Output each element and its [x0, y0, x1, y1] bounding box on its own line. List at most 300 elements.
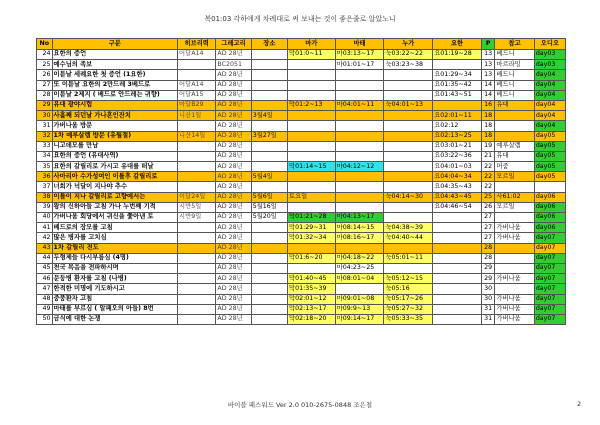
- table-row: [37, 263, 566, 273]
- cell-john: 요02:13~25: [433, 131, 482, 141]
- column-header-p: P: [481, 39, 494, 50]
- cell-place: [251, 263, 287, 273]
- cell-luke: [384, 172, 433, 182]
- table-row: [37, 233, 566, 243]
- cell-john: [433, 233, 482, 243]
- cell-category: 두형제들 다시부름심 (4명): [52, 253, 178, 263]
- cell-audio: day04: [534, 70, 565, 80]
- cell-mark: [287, 243, 335, 253]
- cell-hebrew: [178, 223, 216, 233]
- cell-category: 이틀이 지나 갈릴리로 고향에서는: [52, 192, 178, 202]
- cell-no: 33: [37, 141, 53, 151]
- cell-category: 이튿날 세례요한 첫 증언 (1요한): [52, 70, 178, 80]
- cell-audio: day05: [534, 141, 565, 151]
- cell-p: 14: [481, 80, 494, 90]
- cell-place: [251, 253, 287, 263]
- cell-no: 35: [37, 162, 53, 172]
- cell-hebrew: 이달24일: [178, 192, 216, 202]
- cell-audio: day06: [534, 223, 565, 233]
- cell-reference: [495, 121, 534, 131]
- cell-category: 이튿날 2제지 ( 베드로 안드레는 귀향): [52, 90, 178, 100]
- cell-reference: 가버나움: [495, 294, 534, 304]
- cell-category: 너희가 넉달이 지나야 추수: [52, 182, 178, 192]
- cell-luke: 눅04:14~30: [384, 192, 433, 202]
- cell-mark: [287, 60, 335, 70]
- cell-place: [251, 141, 287, 151]
- cell-gregorian: AD 28년: [216, 131, 251, 141]
- cell-category: 한적한 미명에 기도하시고: [52, 284, 178, 294]
- cell-gregorian: AD 28년: [216, 192, 251, 202]
- cell-john: 요01:19~28: [433, 50, 482, 60]
- cell-hebrew: [178, 253, 216, 263]
- cell-gregorian: AD 28년: [216, 223, 251, 233]
- table-row: [37, 121, 566, 131]
- cell-place: [251, 121, 287, 131]
- cell-audio: day03: [534, 60, 565, 70]
- cell-p: 27: [481, 223, 494, 233]
- cell-category: 많은 병자를 고치심: [52, 233, 178, 243]
- cell-hebrew: 니산1일: [178, 111, 216, 121]
- cell-category: 가버나움 방문: [52, 121, 178, 131]
- table-row: [37, 50, 566, 60]
- cell-no: 30: [37, 111, 53, 121]
- cell-p: 27: [481, 233, 494, 243]
- cell-reference: [495, 243, 534, 253]
- cell-john: [433, 60, 482, 70]
- cell-p: 22: [481, 182, 494, 192]
- table-row: [37, 243, 566, 253]
- cell-no: 50: [37, 314, 53, 324]
- cell-john: 요02:01~11: [433, 111, 482, 121]
- cell-p: 13: [481, 50, 494, 60]
- cell-matthew: [335, 151, 384, 161]
- column-header-reference: 참고: [495, 39, 534, 50]
- cell-reference: [495, 253, 534, 263]
- cell-no: 42: [37, 233, 53, 243]
- cell-gregorian: AD 28년: [216, 100, 251, 110]
- cell-category: 요한의 갈릴리로 가시고 유대를 떠날: [52, 162, 178, 172]
- cell-luke: [384, 111, 433, 121]
- column-header-audio: 오디오: [534, 39, 565, 50]
- cell-luke: [384, 141, 433, 151]
- cell-mark: [287, 182, 335, 192]
- cell-audio: day05: [534, 131, 565, 141]
- cell-gregorian: AD 28년: [216, 80, 251, 90]
- cell-john: 요02:12: [433, 121, 482, 131]
- cell-john: 요03:22~36: [433, 151, 482, 161]
- footer: 바이블 패스워드 Ver 2.0 010-2675-0848 조은철: [227, 401, 373, 409]
- cell-john: [433, 213, 482, 223]
- cell-category: 요한의 증언: [52, 50, 178, 60]
- cell-luke: 눅05:17~26: [384, 294, 433, 304]
- cell-no: 49: [37, 304, 53, 314]
- cell-p: 18: [481, 131, 494, 141]
- cell-luke: [384, 213, 433, 223]
- cell-no: 36: [37, 172, 53, 182]
- cell-gregorian: AD 28년: [216, 141, 251, 151]
- cell-reference: [495, 131, 534, 141]
- cell-matthew: 마09:9~13: [335, 304, 384, 314]
- cell-john: 요04:04~34: [433, 172, 482, 182]
- cell-reference: 머줌: [495, 162, 534, 172]
- cell-no: 48: [37, 294, 53, 304]
- table-row: [37, 141, 566, 151]
- cell-gregorian: AD 28년: [216, 233, 251, 243]
- cell-gregorian: AD 28년: [216, 162, 251, 172]
- cell-matthew: [335, 111, 384, 121]
- cell-john: [433, 284, 482, 294]
- cell-matthew: [335, 80, 384, 90]
- cell-matthew: 마09:14~17: [335, 314, 384, 324]
- cell-mark: 막01:29~31: [287, 223, 335, 233]
- cell-no: 38: [37, 192, 53, 202]
- cell-john: [433, 253, 482, 263]
- cell-matthew: 마04:01~11: [335, 100, 384, 110]
- cell-gregorian: AD 28년: [216, 294, 251, 304]
- cell-audio: day04: [534, 111, 565, 121]
- cell-matthew: [335, 202, 384, 212]
- cell-place: 5월20일: [251, 213, 287, 223]
- cell-matthew: 마08:14~15: [335, 223, 384, 233]
- cell-mark: [287, 141, 335, 151]
- cell-audio: day04: [534, 90, 565, 100]
- cell-reference: 유대: [495, 151, 534, 161]
- cell-mark: [287, 263, 335, 273]
- column-header-no: No: [37, 39, 53, 50]
- cell-gregorian: AD 28년: [216, 274, 251, 284]
- column-header-category: 구분: [52, 39, 178, 50]
- cell-luke: [384, 90, 433, 100]
- cell-place: [251, 182, 287, 192]
- cell-category: 1차 예루살렘 방문 (유월절): [52, 131, 178, 141]
- cell-mark: [287, 80, 335, 90]
- cell-place: 3월4일: [251, 111, 287, 121]
- cell-no: 27: [37, 80, 53, 90]
- cell-no: 24: [37, 50, 53, 60]
- cell-luke: 눅03:22~22: [384, 50, 433, 60]
- table-row: [37, 192, 566, 202]
- cell-mark: 막01:2~13: [287, 100, 335, 110]
- cell-matthew: 마08:16~17: [335, 233, 384, 243]
- cell-place: [251, 90, 287, 100]
- cell-mark: 막01:0~11: [287, 50, 335, 60]
- cell-p: 18: [481, 111, 494, 121]
- cell-reference: 베드니: [495, 80, 534, 90]
- cell-matthew: 마03:13~17: [335, 50, 384, 60]
- cell-p: 31: [481, 314, 494, 324]
- cell-p: 28: [481, 243, 494, 253]
- cell-john: 요04:43~45: [433, 192, 482, 202]
- cell-mark: [287, 90, 335, 100]
- cell-john: [433, 304, 482, 314]
- cell-john: [433, 223, 482, 233]
- cell-category: 베드로의 장모를 고침: [52, 223, 178, 233]
- cell-p: 27: [481, 213, 494, 223]
- cell-hebrew: [178, 304, 216, 314]
- cell-reference: 베드니: [495, 50, 534, 60]
- cell-p: 30: [481, 284, 494, 294]
- cell-hebrew: [178, 70, 216, 80]
- cell-john: [433, 274, 482, 284]
- cell-luke: 눅04:01~13: [384, 100, 433, 110]
- cell-reference: [495, 111, 534, 121]
- cell-no: 40: [37, 213, 53, 223]
- table-row: [37, 70, 566, 80]
- cell-place: [251, 151, 287, 161]
- cell-luke: 눅05:12~15: [384, 274, 433, 284]
- cell-audio: day07: [534, 284, 565, 294]
- cell-hebrew: [178, 141, 216, 151]
- cell-hebrew: 마달B29: [178, 100, 216, 110]
- cell-p: 29: [481, 263, 494, 273]
- cell-p: 31: [481, 304, 494, 314]
- cell-matthew: 마09:01~08: [335, 294, 384, 304]
- cell-category: 천국 복음을 전파하시며: [52, 263, 178, 273]
- cell-mark: 막02:13~17: [287, 304, 335, 314]
- cell-category: 유대 광야시험: [52, 100, 178, 110]
- cell-audio: day06: [534, 213, 565, 223]
- cell-matthew: [335, 243, 384, 253]
- cell-no: 45: [37, 263, 53, 273]
- cell-reference: [495, 182, 534, 192]
- cell-category: 마태를 부르심 ( 알패오의 아들) 8번: [52, 304, 178, 314]
- cell-p: 13: [481, 60, 494, 70]
- cell-luke: 눅05:33~35: [384, 314, 433, 324]
- cell-mark: 막01:40~45: [287, 274, 335, 284]
- cell-hebrew: [178, 162, 216, 172]
- cell-matthew: 마04:18~22: [335, 253, 384, 263]
- cell-reference: 가버나움: [495, 233, 534, 243]
- cell-luke: 눅05:01~11: [384, 253, 433, 263]
- cell-matthew: [335, 131, 384, 141]
- cell-reference: 베드니: [495, 90, 534, 100]
- cell-matthew: 마04:12~12: [335, 162, 384, 172]
- cell-place: [251, 50, 287, 60]
- table-row: [37, 304, 566, 314]
- table-row: [37, 80, 566, 90]
- cell-no: 26: [37, 70, 53, 80]
- cell-mark: [287, 202, 335, 212]
- cell-p: 13: [481, 70, 494, 80]
- cell-hebrew: [178, 151, 216, 161]
- table-row: [37, 284, 566, 294]
- cell-category: 문둥병 환자를 고침 (나병): [52, 274, 178, 284]
- cell-mark: 막01:21~28: [287, 213, 335, 223]
- cell-hebrew: [178, 121, 216, 131]
- cell-no: 29: [37, 100, 53, 110]
- cell-reference: 사61:02: [495, 192, 534, 202]
- cell-p: 21: [481, 151, 494, 161]
- cell-no: 37: [37, 182, 53, 192]
- cell-john: [433, 263, 482, 273]
- header-row: [37, 39, 566, 50]
- cell-luke: 눅05:27~32: [384, 304, 433, 314]
- cell-john: 요01:29~34: [433, 70, 482, 80]
- cell-place: [251, 60, 287, 70]
- cell-category: 금식에 대한 논쟁: [52, 314, 178, 324]
- cell-hebrew: [178, 233, 216, 243]
- cell-place: 5월16일: [251, 202, 287, 212]
- cell-john: [433, 314, 482, 324]
- cell-audio: day06: [534, 192, 565, 202]
- table-row: [37, 60, 566, 70]
- cell-no: 44: [37, 253, 53, 263]
- page-title: 복01:03 각하에게 차례대로 써 보내는 것이 좋은줄로 알았노니: [204, 15, 396, 23]
- cell-gregorian: AD 28년: [216, 172, 251, 182]
- cell-mark: 막02:18~20: [287, 314, 335, 324]
- cell-gregorian: AD 28년: [216, 50, 251, 60]
- cell-john: 요04:01~03: [433, 162, 482, 172]
- cell-luke: 눅05:16: [384, 284, 433, 294]
- cell-matthew: [335, 284, 384, 294]
- cell-category: 요한의 증언 (유대사역): [52, 151, 178, 161]
- cell-reference: 모르일: [495, 172, 534, 182]
- column-header-gregorian: 그레고리: [216, 39, 251, 50]
- cell-hebrew: 어달A14: [178, 80, 216, 90]
- table-row: [37, 162, 566, 172]
- cell-no: 46: [37, 274, 53, 284]
- cell-audio: day07: [534, 233, 565, 243]
- cell-no: 25: [37, 60, 53, 70]
- table-row: [37, 213, 566, 223]
- cell-mark: 막01:6~20: [287, 253, 335, 263]
- cell-mark: [287, 131, 335, 141]
- cell-luke: [384, 243, 433, 253]
- cell-john: 요04:35~43: [433, 182, 482, 192]
- cell-reference: 유대: [495, 100, 534, 110]
- cell-p: 14: [481, 90, 494, 100]
- cell-p: 18: [481, 121, 494, 131]
- cell-place: [251, 243, 287, 253]
- cell-hebrew: 니산14일: [178, 131, 216, 141]
- column-header-place: 장소: [251, 39, 287, 50]
- cell-matthew: [335, 70, 384, 80]
- cell-hebrew: [178, 294, 216, 304]
- cell-mark: 막01:32~34: [287, 233, 335, 243]
- cell-no: 34: [37, 151, 53, 161]
- cell-p: 25: [481, 192, 494, 202]
- cell-category: 1차 갈릴리 전도: [52, 243, 178, 253]
- cell-audio: day07: [534, 243, 565, 253]
- cell-gregorian: AD 28년: [216, 263, 251, 273]
- cell-reference: 예루살렘: [495, 141, 534, 151]
- cell-gregorian: AD 28년: [216, 304, 251, 314]
- schedule-table: [36, 38, 566, 325]
- cell-john: 요01:35~42: [433, 80, 482, 90]
- cell-reference: 베드니: [495, 70, 534, 80]
- column-header-john: 요한: [433, 39, 482, 50]
- table-row: [37, 314, 566, 324]
- cell-john: [433, 243, 482, 253]
- cell-audio: day03: [534, 50, 565, 60]
- cell-audio: day05: [534, 151, 565, 161]
- cell-gregorian: AD 28년: [216, 213, 251, 223]
- cell-gregorian: BC2051: [216, 60, 251, 70]
- cell-hebrew: [178, 263, 216, 273]
- cell-audio: [534, 182, 565, 192]
- cell-place: 3월27일: [251, 131, 287, 141]
- table-row: [37, 151, 566, 161]
- cell-gregorian: AD 28년: [216, 182, 251, 192]
- cell-p: 22: [481, 172, 494, 182]
- cell-hebrew: 시반9일: [178, 213, 216, 223]
- cell-place: [251, 80, 287, 90]
- cell-gregorian: AD 28년: [216, 284, 251, 294]
- cell-mark: [287, 151, 335, 161]
- column-header-luke: 누가: [384, 39, 433, 50]
- cell-p: 22: [481, 162, 494, 172]
- cell-luke: [384, 80, 433, 90]
- cell-audio: day07: [534, 274, 565, 284]
- cell-reference: [495, 263, 534, 273]
- cell-audio: day07: [534, 263, 565, 273]
- cell-p: 16: [481, 100, 494, 110]
- cell-luke: [384, 121, 433, 131]
- cell-john: 요04:46~54: [433, 202, 482, 212]
- cell-p: 28: [481, 253, 494, 263]
- cell-matthew: 마08:01~04: [335, 274, 384, 284]
- cell-matthew: [335, 192, 384, 202]
- cell-category: 중풍환자 고침: [52, 294, 178, 304]
- cell-mark: 막01:35~39: [287, 284, 335, 294]
- cell-matthew: 마01:01~17: [335, 60, 384, 70]
- cell-luke: [384, 70, 433, 80]
- cell-gregorian: AD 28년: [216, 243, 251, 253]
- cell-place: [251, 284, 287, 294]
- cell-john: 요01:43~51: [433, 90, 482, 100]
- cell-category: 사마리아 수가성여인 이틀후 갈릴리로: [52, 172, 178, 182]
- cell-gregorian: AD 28년: [216, 121, 251, 131]
- cell-matthew: [335, 121, 384, 131]
- cell-hebrew: 어달A15: [178, 90, 216, 100]
- cell-no: 41: [37, 223, 53, 233]
- cell-gregorian: AD 28년: [216, 90, 251, 100]
- cell-reference: 가버나움: [495, 314, 534, 324]
- table-row: [37, 294, 566, 304]
- cell-reference: 가버나움: [495, 304, 534, 314]
- cell-gregorian: AD 28년: [216, 202, 251, 212]
- cell-john: [433, 294, 482, 304]
- cell-mark: 막02:01~12: [287, 294, 335, 304]
- cell-luke: [384, 182, 433, 192]
- cell-hebrew: [178, 182, 216, 192]
- cell-place: [251, 274, 287, 284]
- column-header-matthew: 마태: [335, 39, 384, 50]
- cell-audio: day07: [534, 253, 565, 263]
- table-row: [37, 111, 566, 121]
- table-row: [37, 100, 566, 110]
- cell-matthew: [335, 90, 384, 100]
- cell-no: 32: [37, 131, 53, 141]
- cell-john: [433, 100, 482, 110]
- cell-place: [251, 70, 287, 80]
- cell-place: [251, 233, 287, 243]
- cell-mark: [287, 121, 335, 131]
- cell-hebrew: 어달A14: [178, 50, 216, 60]
- cell-matthew: [335, 172, 384, 182]
- cell-mark: 토요일: [287, 192, 335, 202]
- cell-luke: 눅03:23~38: [384, 60, 433, 70]
- cell-audio: day05: [534, 172, 565, 182]
- cell-hebrew: [178, 314, 216, 324]
- cell-reference: 마르라밍: [495, 60, 534, 70]
- cell-matthew: [335, 141, 384, 151]
- cell-hebrew: [178, 60, 216, 70]
- cell-place: [251, 100, 287, 110]
- cell-gregorian: AD 28년: [216, 70, 251, 80]
- cell-audio: day04: [534, 121, 565, 131]
- cell-audio: day07: [534, 314, 565, 324]
